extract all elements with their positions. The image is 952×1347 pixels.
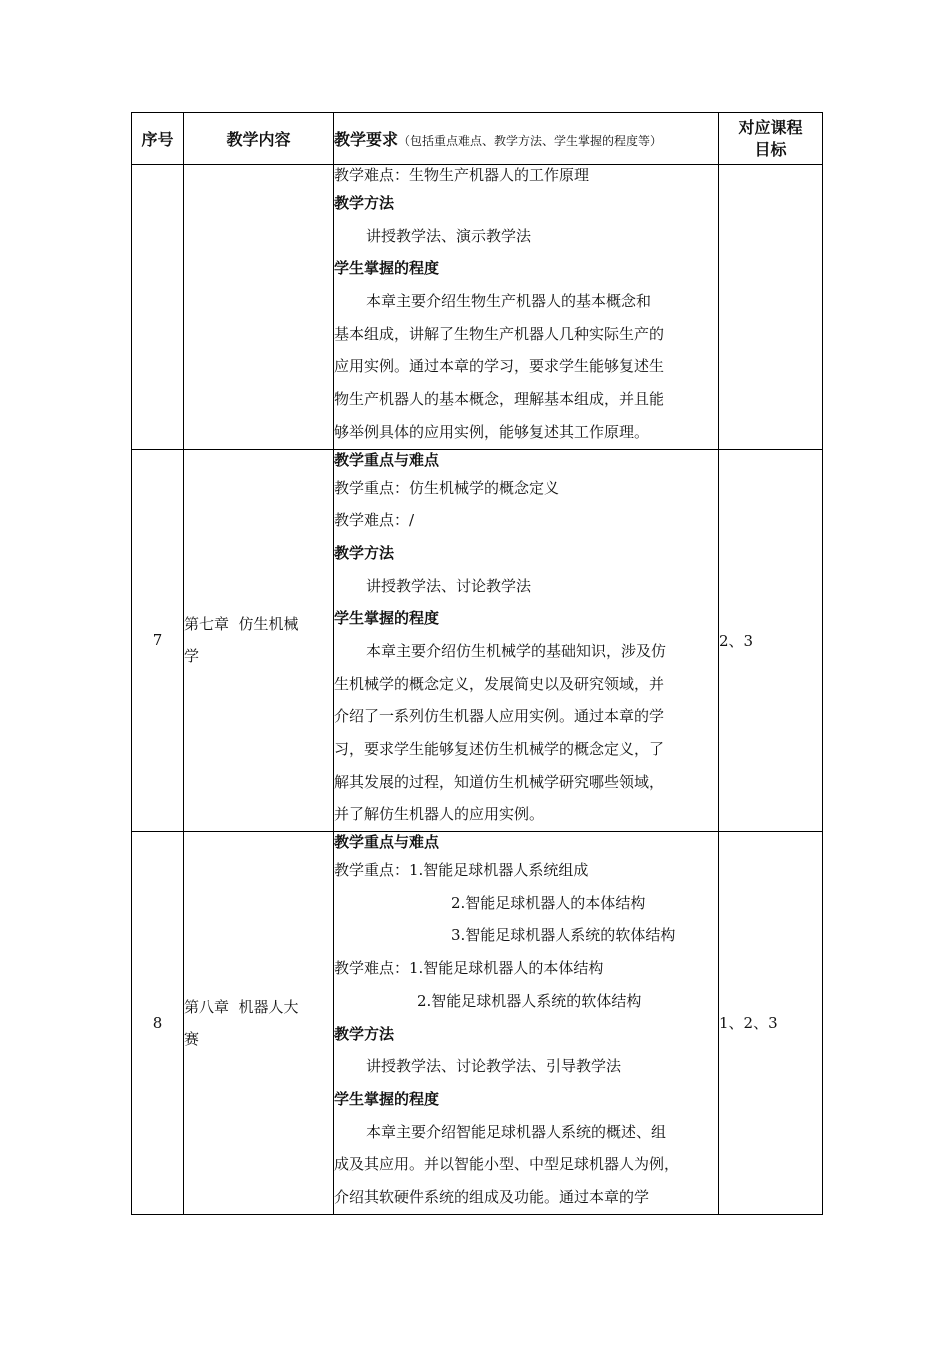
row-content xyxy=(184,449,334,832)
row-requirements xyxy=(334,165,719,450)
chapter-title-line2: 学 xyxy=(184,647,200,666)
text-line: 讲授教学法、讨论教学法、引导教学法 xyxy=(366,1057,622,1076)
syllabus-table xyxy=(131,112,823,1215)
text-line: 教学难点：/ xyxy=(334,511,415,530)
text-line: 2.智能足球机器人的本体结构 xyxy=(451,893,646,912)
row-content xyxy=(184,165,334,450)
header-seq: 序号 xyxy=(132,113,184,165)
chapter-title-line1: 第八章 机器人大 xyxy=(184,997,299,1016)
table-row xyxy=(132,832,823,1215)
text-line: 讲授教学法、演示教学法 xyxy=(366,226,532,245)
section-heading: 学生掌握的程度 xyxy=(334,259,440,278)
chapter-title-line2: 赛 xyxy=(184,1029,200,1048)
row-requirements xyxy=(334,832,719,1215)
header-requirements-note: （包括重点难点、教学方法、学生掌握的程度等） xyxy=(398,134,663,148)
section-heading: 教学方法 xyxy=(334,543,395,562)
text-line: 介绍了一系列仿生机器人应用实例。通过本章的学 xyxy=(334,707,665,726)
row-goal: 2、3 xyxy=(719,449,823,832)
text-line: 教学重点：仿生机械学的概念定义 xyxy=(334,478,560,497)
header-requirements-title: 教学要求 xyxy=(334,130,399,149)
text-line: 教学重点：1.智能足球机器人系统组成 xyxy=(334,861,589,880)
header-goal-line1: 对应课程 xyxy=(738,117,803,137)
table-header-row xyxy=(132,113,823,165)
text-line: 并了解仿生机器人的应用实例。 xyxy=(334,805,545,824)
text-line: 习，要求学生能够复述仿生机械学的概念定义，了 xyxy=(334,740,665,758)
text-line: 够举例具体的应用实例，能够复述其工作原理。 xyxy=(334,422,650,441)
text-line: 3.智能足球机器人系统的软体结构 xyxy=(451,926,676,945)
text-line: 介绍其软硬件系统的组成及功能。通过本章的学 xyxy=(334,1187,650,1206)
row-number xyxy=(132,165,184,450)
text-line: 2.智能足球机器人系统的软体结构 xyxy=(417,991,642,1010)
text-line: 本章主要介绍生物生产机器人的基本概念和 xyxy=(366,292,652,311)
section-heading: 教学方法 xyxy=(334,1024,395,1043)
table-row xyxy=(132,449,823,832)
row-number: 8 xyxy=(132,832,184,1215)
row-goal: 1、2、3 xyxy=(719,832,823,1215)
section-heading: 教学重点与难点 xyxy=(334,833,440,852)
header-course-goal xyxy=(719,113,823,165)
text-line: 教学难点：1.智能足球机器人的本体结构 xyxy=(334,959,604,978)
row-goal xyxy=(719,165,823,450)
header-content: 教学内容 xyxy=(184,113,334,165)
text-line: 应用实例。通过本章的学习，要求学生能够复述生 xyxy=(334,357,665,376)
row-number: 7 xyxy=(132,449,184,832)
text-line: 基本组成，讲解了生物生产机器人几种实际生产的 xyxy=(334,324,665,343)
header-requirements xyxy=(334,113,719,165)
row-requirements xyxy=(334,449,719,832)
section-heading: 学生掌握的程度 xyxy=(334,609,440,628)
text-line: 讲授教学法、讨论教学法 xyxy=(366,576,532,595)
header-goal-line2: 目标 xyxy=(754,139,787,159)
text-line: 本章主要介绍仿生机械学的基础知识，涉及仿 xyxy=(366,641,667,660)
text-line: 本章主要介绍智能足球机器人系统的概述、组 xyxy=(366,1122,667,1141)
section-heading: 教学重点与难点 xyxy=(334,450,440,469)
text-line: 物生产机器人的基本概念，理解基本组成，并且能 xyxy=(334,390,665,409)
section-heading: 教学方法 xyxy=(334,194,395,212)
row-content xyxy=(184,832,334,1215)
section-heading: 学生掌握的程度 xyxy=(334,1089,440,1108)
table-row xyxy=(132,165,823,450)
text-line: 解其发展的过程，知道仿生机械学研究哪些领域， xyxy=(334,772,665,791)
text-line: 生机械学的概念定义，发展简史以及研究领域，并 xyxy=(334,674,665,693)
chapter-title-line1: 第七章 仿生机械 xyxy=(184,615,299,634)
text-line: 教学难点：生物生产机器人的工作原理 xyxy=(334,166,590,184)
text-line: 成及其应用。并以智能小型、中型足球机器人为例， xyxy=(334,1155,680,1174)
